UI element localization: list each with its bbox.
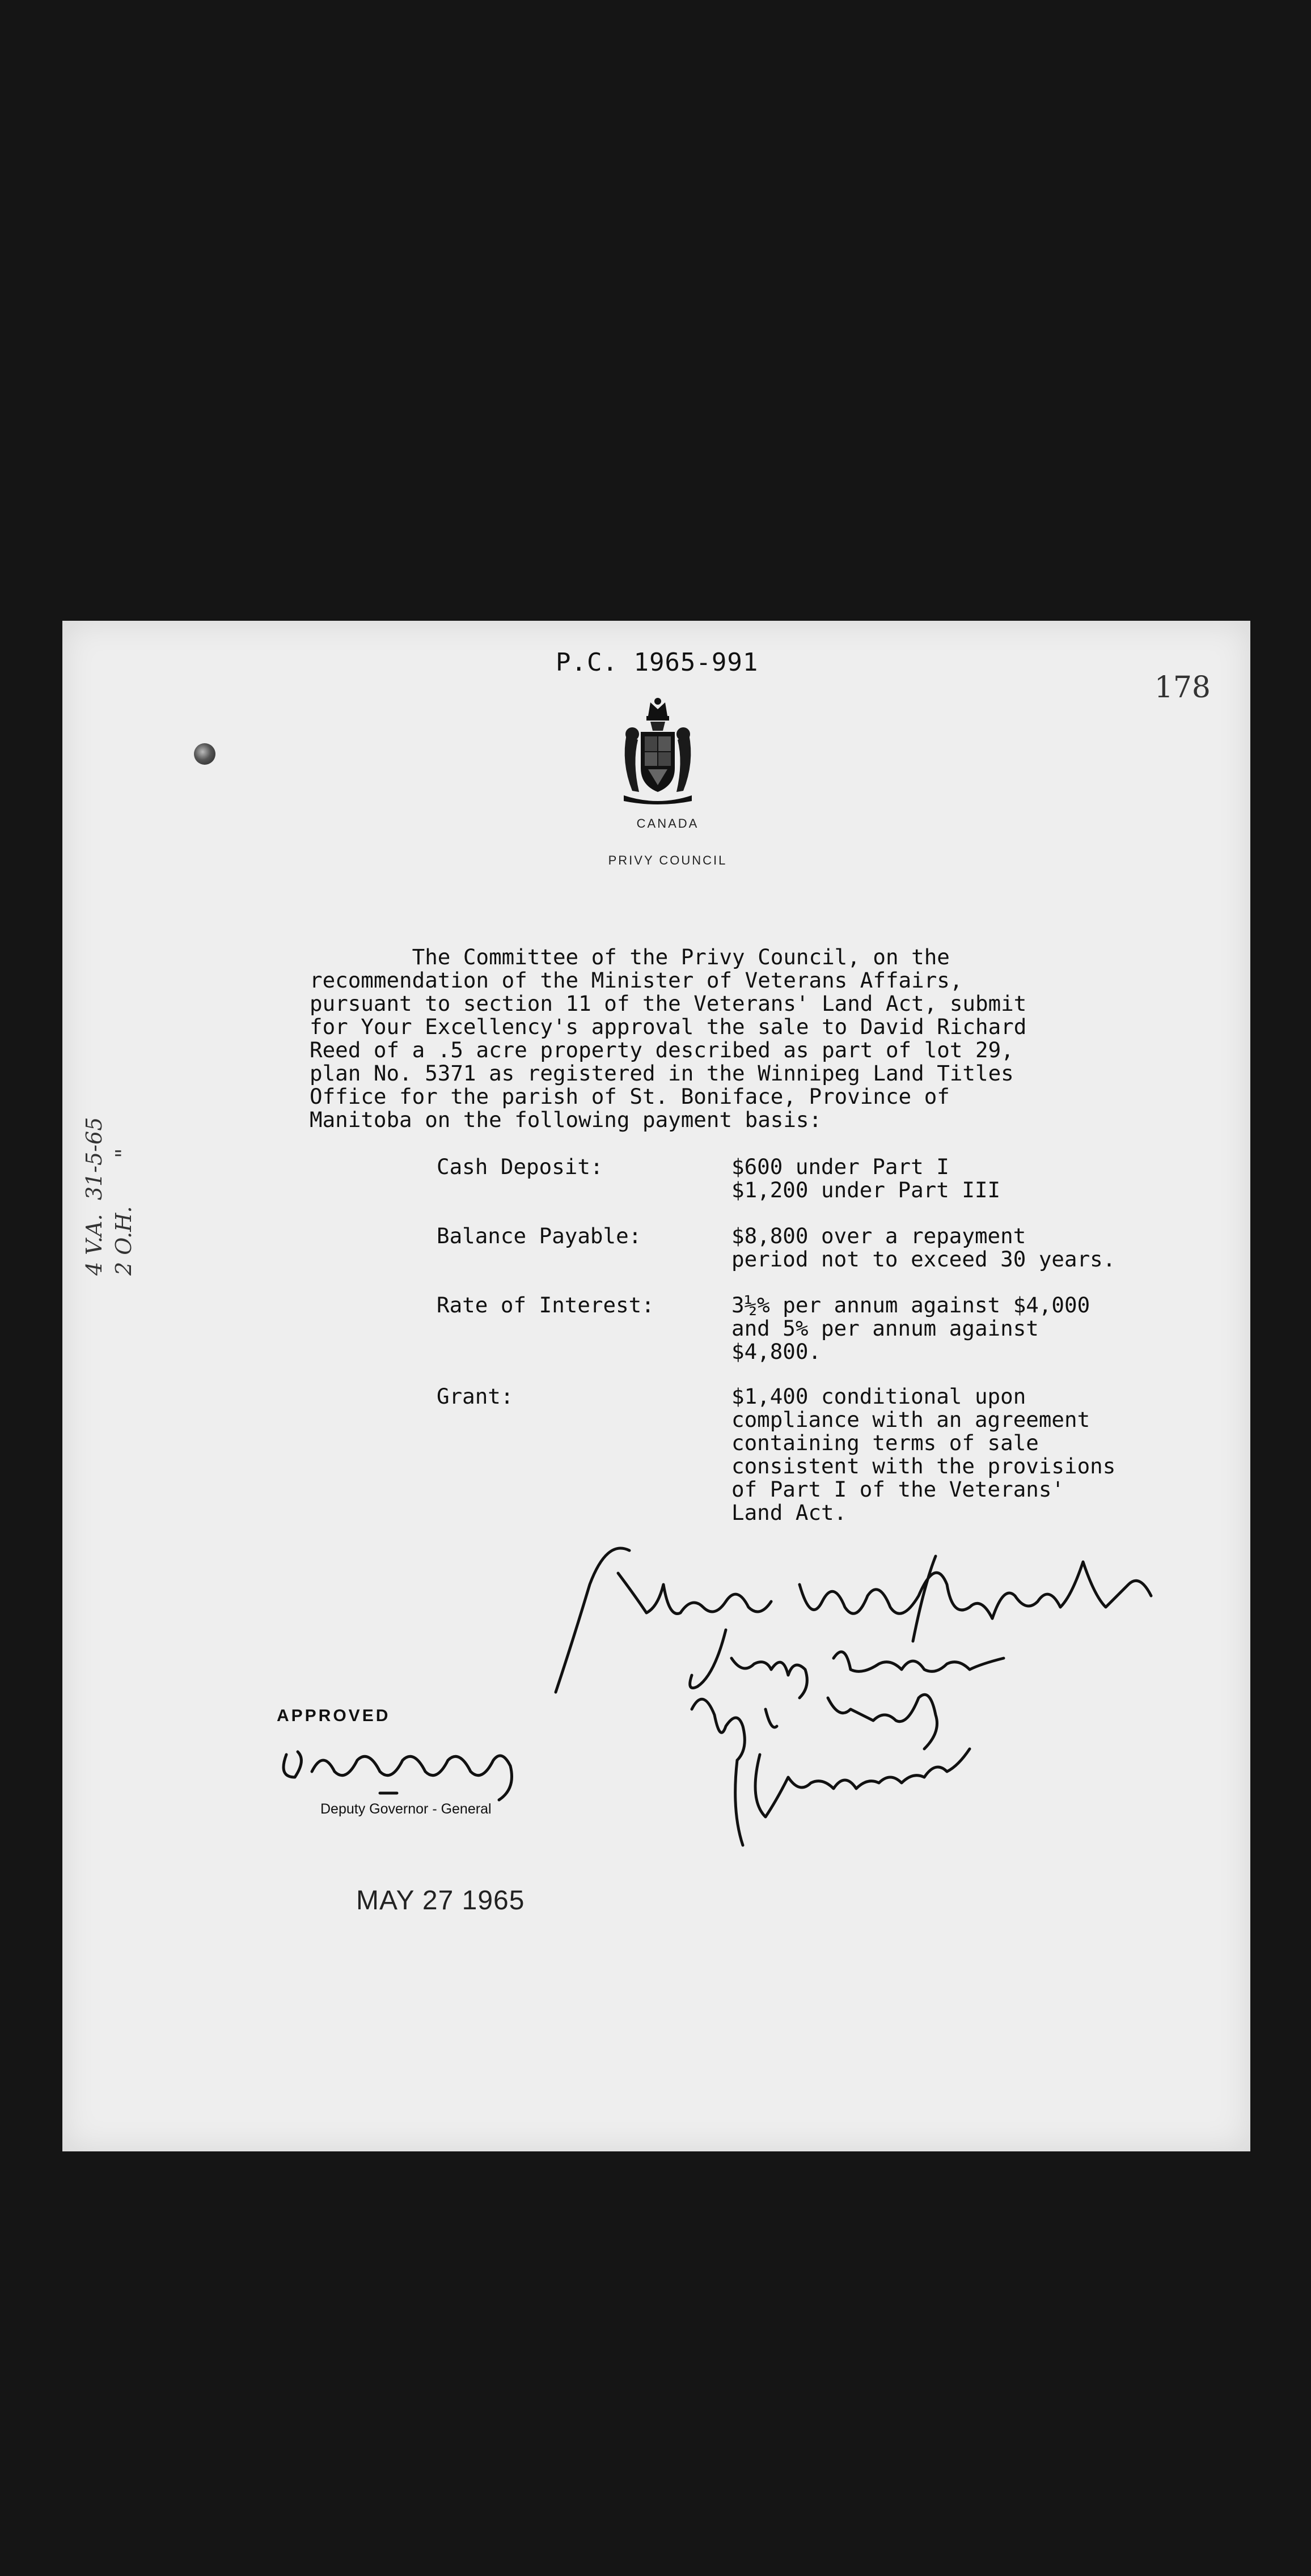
- signature-nicholson: [735, 1749, 970, 1845]
- date-stamp: MAY 27 1965: [356, 1886, 525, 1916]
- term-label: Balance Payable:: [437, 1223, 642, 1248]
- signatures: [62, 621, 1250, 2151]
- body-line: The Committee of the Privy Council, on the: [310, 944, 950, 969]
- office-label: PRIVY COUNCIL: [608, 853, 728, 867]
- term-value-line: Land Act.: [731, 1500, 847, 1525]
- term-label: Grant:: [437, 1384, 514, 1409]
- signature-macnaught: [556, 1548, 1151, 1692]
- margin-note-line: 4 V.A. 31-5-65: [82, 1117, 107, 1276]
- handwritten-margin-note: [79, 1117, 138, 1276]
- term-value-line: $600 under Part I: [731, 1154, 949, 1179]
- signature-cartwright: [284, 1752, 512, 1800]
- term-value-line: and 5% per annum against: [731, 1316, 1039, 1341]
- signature-lamarsh: [690, 1630, 1004, 1698]
- body-line: for Your Excellency's approval the sale to David Richard: [310, 1014, 1027, 1039]
- signer-title: Deputy Governor - General: [320, 1801, 492, 1817]
- term-label: Cash Deposit:: [437, 1154, 603, 1179]
- body-line: Reed of a .5 acre property described as part of lot 29,: [310, 1037, 1014, 1062]
- country-label: CANADA: [636, 816, 699, 831]
- margin-note-line: 2 O.H. ": [111, 1148, 136, 1276]
- term-value-line: consistent with the provisions: [731, 1454, 1116, 1478]
- term-value-line: of Part I of the Veterans': [731, 1477, 1064, 1502]
- approved-label: APPROVED: [277, 1706, 391, 1725]
- coat-of-arms-icon: [615, 694, 700, 808]
- term-value-line: compliance with an agreement: [731, 1407, 1090, 1432]
- term-value-line: $4,800.: [731, 1339, 822, 1364]
- term-value-line: $1,200 under Part III: [731, 1177, 1001, 1202]
- term-label: Rate of Interest:: [437, 1293, 654, 1317]
- term-value-line: 3½% per annum against $4,000: [731, 1293, 1090, 1317]
- punch-hole: [194, 743, 215, 765]
- term-value-line: $1,400 conditional upon: [731, 1384, 1026, 1409]
- order-body: [310, 946, 1137, 1132]
- order-number: P.C. 1965-991: [556, 648, 759, 677]
- body-line: Manitoba on the following payment basis:: [310, 1107, 822, 1132]
- body-line: pursuant to section 11 of the Veterans' Land Act, submit: [310, 991, 1027, 1016]
- document-page: [62, 621, 1250, 2151]
- term-value-line: containing terms of sale: [731, 1430, 1039, 1455]
- term-value-line: period not to exceed 30 years.: [731, 1247, 1116, 1272]
- signature-caouette: [692, 1694, 937, 1760]
- folio-number: 178: [1154, 671, 1211, 705]
- body-line: plan No. 5371 as registered in the Winnipeg Land Titles: [310, 1061, 1014, 1086]
- body-line: Office for the parish of St. Boniface, Province of: [310, 1084, 950, 1109]
- body-line: recommendation of the Minister of Veterans Affairs,: [310, 968, 963, 993]
- term-value-line: $8,800 over a repayment: [731, 1223, 1026, 1248]
